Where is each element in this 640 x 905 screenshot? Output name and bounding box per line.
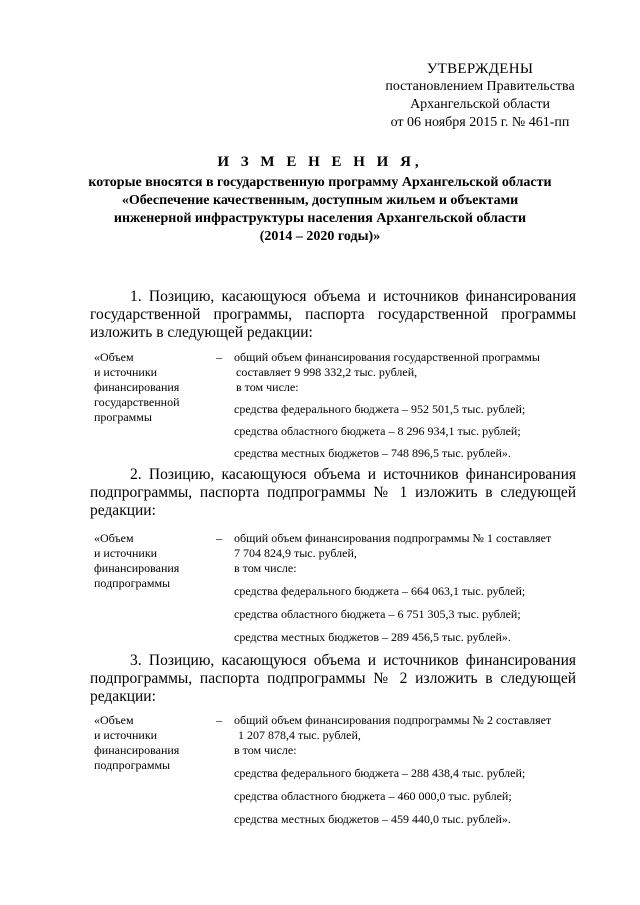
section-2-table: [94, 531, 584, 646]
approval-block: [380, 60, 580, 132]
section-1-intro-text: 1. Позицию, касающуюся объема и источников финансирования государственной программы, паспорта государственной программы изложить в следующей редакции:: [90, 288, 576, 341]
section-2-label: «Объем и источники финансирования подпрограммы: [94, 531, 180, 590]
approval-heading: УТВЕРЖДЕНЫ: [426, 61, 534, 77]
title-line-3: инженерной инфраструктуры населения Архангельской области: [113, 211, 527, 226]
section-3-table: [94, 713, 584, 828]
section-1-values: общий объем финансирования государственной программы составляет 9 998 332,2 тыс. рублей, в том числе: средства федерального бюджета – 952 501,5 тыс. рублей; средства областного бюджета – 8 296 934,1 тыс. рублей; средства местных бюджетов – 748 896,5 тыс. рублей».: [234, 350, 540, 460]
approval-line-1: постановлением Правительства: [385, 79, 575, 94]
title-line-4: (2014 – 2020 годы)»: [259, 229, 381, 244]
section-1-label: «Объем и источники финансирования государственной программы: [94, 350, 180, 424]
approval-line-3: от 06 ноября 2015 г. № 461-пп: [390, 115, 570, 130]
section-3-label: «Объем и источники финансирования подпрограммы: [94, 713, 180, 772]
title-line-2: «Обеспечение качественным, доступным жильем и объектами: [121, 193, 519, 208]
section-2-values: общий объем финансирования подпрограммы № 1 составляет 7 704 824,9 тыс. рублей, в том числе: средства федерального бюджета – 664 063,1 тыс. рублей; средства областного бюджета – 6 751 305,3 тыс. рублей; средства местных бюджетов – 289 456,5 тыс. рублей».: [234, 531, 552, 644]
section-3-dash: –: [216, 713, 222, 727]
section-2-intro-text: 2. Позицию, касающуюся объема и источников финансирования подпрограммы, паспорта подпрограммы № 1 изложить в следующей редакции:: [90, 466, 576, 519]
section-1-intro: [90, 288, 576, 342]
section-2-dash: –: [216, 531, 222, 545]
section-1-dash: –: [216, 350, 222, 364]
section-2-intro: [90, 466, 576, 520]
section-3-intro-text: 3. Позицию, касающуюся объема и источников финансирования подпрограммы, паспорта подпрограммы № 2 изложить в следующей редакции:: [90, 652, 576, 705]
section-3-intro: [90, 652, 576, 706]
document-title: [60, 152, 580, 246]
title-line-1: которые вносятся в государственную программу Архангельской области: [88, 175, 552, 190]
approval-line-2: Архангельской области: [410, 97, 550, 112]
section-3-values: общий объем финансирования подпрограммы № 2 составляет 1 207 878,4 тыс. рублей, в том числе: средства федерального бюджета – 288 438,4 тыс. рублей; средства областного бюджета – 460 000,0 тыс. рублей; средства местных бюджетов – 459 440,0 тыс. рублей».: [234, 713, 552, 826]
section-1-table: [94, 350, 584, 460]
title-changes: И З М Е Н Е Н И Я,: [217, 154, 423, 170]
